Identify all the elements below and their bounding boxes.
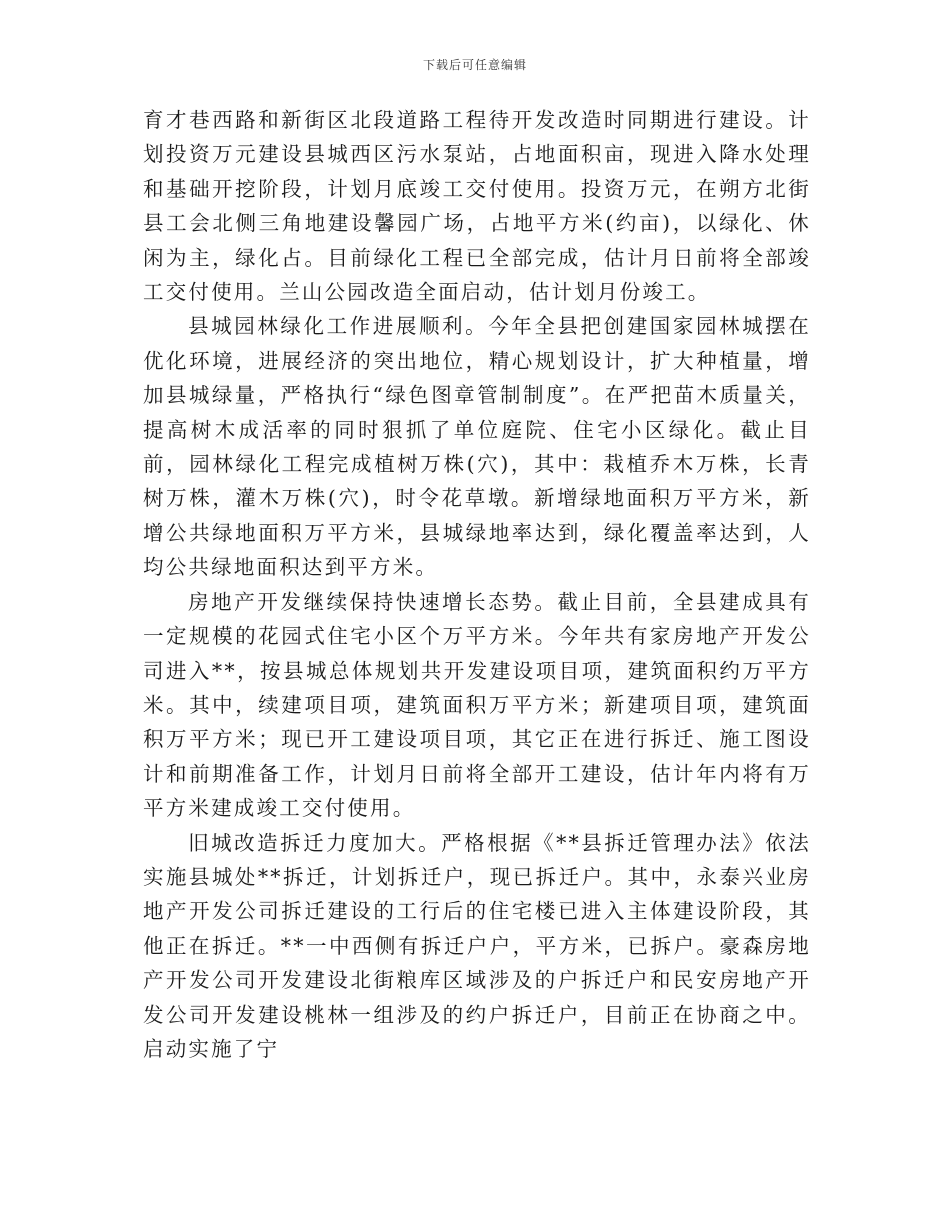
paragraph-1: 育才巷西路和新街区北段道路工程待开发改造时同期进行建设。计划投资万元建设县城西区污水泵站，占地面积亩，现进入降水处理和基础开挖阶段，计划月底竣工交付使用。投资万元，在朔方北街县工会北侧三角地建设馨园广场，占地平方米(约亩)，以绿化、休闲为主，绿化占。目前绿化工程已全部完成，估计月日前将全部竣工交付使用。兰山公园改造全面启动，估计划月份竣工。 [143, 108, 811, 305]
paragraph-2: 县城园林绿化工作进展顺利。今年全县把创建国家园林城摆在优化环境，进展经济的突出地位，精心规划设计，扩大种植量，增加县城绿量，严格执行“绿色图章管制制度”。在严把苗木质量关，提高树木成活率的同时狠抓了单位庭院、住宅小区绿化。截止目前，园林绿化工程完成植树万株(穴)，其中：栽植乔木万株，长青树万株，灌木万株(穴)，时令花草墩。新增绿地面积万平方米，新增公共绿地面积万平方米，县城绿地率达到，绿化覆盖率达到，人均公共绿地面积达到平方米。 [143, 314, 811, 580]
paragraph-4: 旧城改造拆迁力度加大。严格根据《**县拆迁管理办法》依法实施县城处**拆迁，计划拆迁户，现已拆迁户。其中，永泰兴业房地产开发公司拆迁建设的工行后的住宅楼已进入主体建设阶段，其他正在拆迁。**一中西侧有拆迁户户，平方米，已拆户。豪森房地产开发公司开发建设北街粮库区域涉及的户拆迁户和民安房地产开发公司开发建设桃林一组涉及的约户拆迁户，目前正在协商之中。启动实施了宁 [143, 830, 811, 1061]
paragraph-3: 房地产开发继续保持快速增长态势。截止目前，全县建成具有一定规模的花园式住宅小区个万平方米。今年共有家房地产开发公司进入**，按县城总体规划共开发建设项目项，建筑面积约万平方米。其中，续建项目项，建筑面积万平方米；新建项目项，建筑面积万平方米；现已开工建设项目项，其它正在进行拆迁、施工图设计和前期准备工作，计划月日前将全部开工建设，估计年内将有万平方米建成竣工交付使用。 [143, 589, 811, 821]
page-header: 下载后可任意编辑 [422, 58, 527, 72]
document-body [143, 103, 811, 1066]
